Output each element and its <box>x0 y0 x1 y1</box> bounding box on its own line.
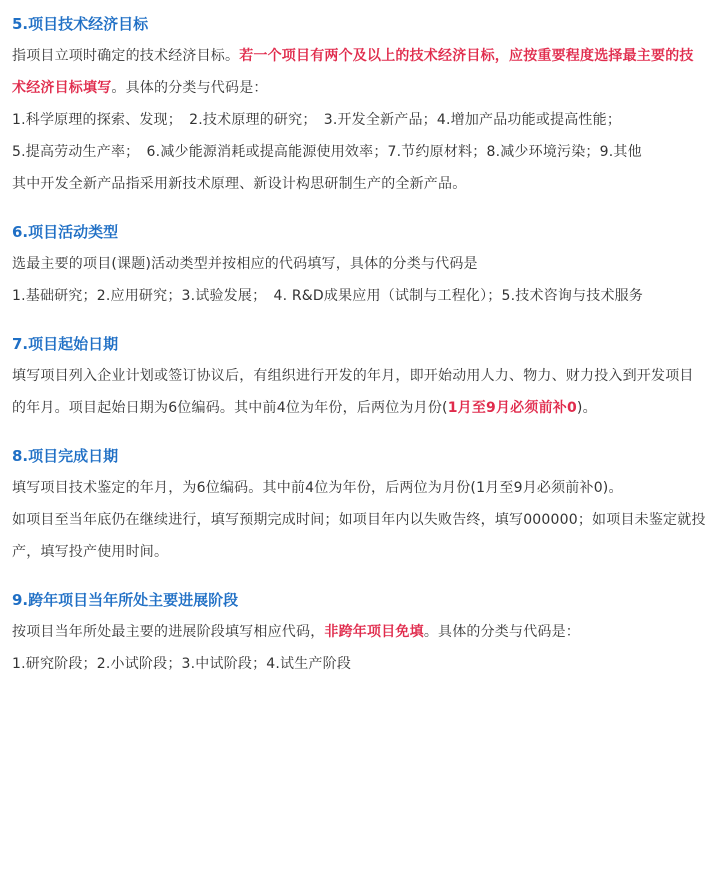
section-title: 6.项目活动类型 <box>12 223 119 241</box>
paragraph <box>12 616 706 648</box>
text-run: 按项目当年所处最主要的进展阶段填写相应代码， <box>12 624 325 640</box>
highlighted-text: 1月至9月必须前补0 <box>447 400 577 416</box>
paragraph: 1.基础研究；2.应用研究；3.试验发展； 4. R&D成果应用（试制与工程化）；5.技术咨询与技术服务 <box>12 288 644 304</box>
section-cross-year-progress-stage <box>12 586 706 680</box>
paragraph: 1.研究阶段；2.小试阶段；3.中试阶段；4.试生产阶段 <box>12 656 352 672</box>
text-run: 。具体的分类与代码是： <box>423 624 581 640</box>
text-run: 指项目立项时确定的技术经济目标。 <box>12 48 240 64</box>
section-project-start-date <box>12 330 706 424</box>
section-project-completion-date <box>12 442 706 568</box>
paragraph: 如项目至当年底仍在继续进行，填写预期完成时间；如项目年内以失败告终，填写000000；如项目未鉴定就投产，填写投产使用时间。 <box>12 512 706 560</box>
text-run: 填写项目列入企业计划或签订协议后，有组织进行开发的年月，即开始动用人力、物力、财力投入到开发项目的年月。项目起始日期为6位编码。其中前4位为年份，后两位为月份( <box>12 368 694 416</box>
paragraph: 选最主要的项目(课题)活动类型并按相应的代码填写，具体的分类与代码是 <box>12 256 478 272</box>
section-project-activity-type <box>12 218 706 312</box>
paragraph: 5.提高劳动生产率； 6.减少能源消耗或提高能源使用效率；7.节约原材料；8.减少环境污染；9.其他 <box>12 144 642 160</box>
section-title: 5.项目技术经济目标 <box>12 15 149 33</box>
paragraph: 其中开发全新产品指采用新技术原理、新设计构思研制生产的全新产品。 <box>12 176 467 192</box>
section-title: 8.项目完成日期 <box>12 447 119 465</box>
section-technical-economic-goal <box>12 10 706 200</box>
paragraph: 填写项目技术鉴定的年月，为6位编码。其中前4位为年份，后两位为月份(1月至9月必须前补0)。 <box>12 480 623 496</box>
text-run: )。 <box>576 400 597 416</box>
highlighted-text: 非跨年项目免填 <box>324 624 424 640</box>
paragraph: 1.科学原理的探索、发现； 2.技术原理的研究； 3.开发全新产品；4.增加产品功能或提高性能； <box>12 112 622 128</box>
text-run: 。具体的分类与代码是： <box>111 80 268 96</box>
section-title: 7.项目起始日期 <box>12 335 119 353</box>
highlighted-text: 若一个项目有两个及以上的技术经济目标，应按重要程度选择最主要的技术经济目标填写 <box>12 48 694 96</box>
paragraph <box>12 40 706 104</box>
paragraph <box>12 360 706 424</box>
section-title: 9.跨年项目当年所处主要进展阶段 <box>12 591 239 609</box>
